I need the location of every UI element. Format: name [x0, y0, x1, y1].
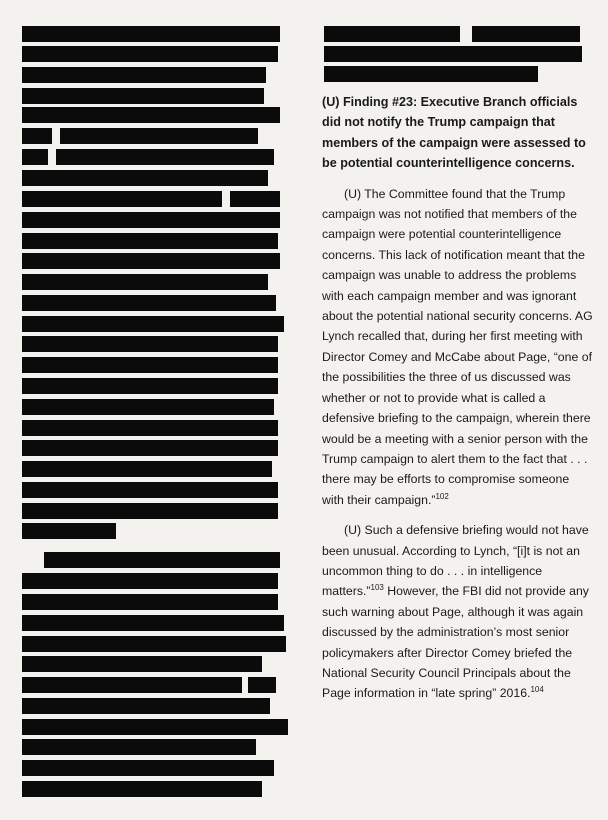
redaction-bar: [324, 26, 460, 42]
redaction-bar: [22, 107, 280, 123]
right-column: [322, 0, 594, 820]
redaction-bar: [22, 523, 116, 539]
redaction-bar: [22, 253, 280, 269]
paragraph-1-text: The Committee found that the Trump campaign was not notified that members of the campaign were potential counterintelligence concerns. This lack of notification meant that the campaign was unable to address the problems with each campaign member and was ignorant about the potential national security concerns. AG Lynch recalled that, during her first meeting with Director Comey and McCabe about Page, “one of the possibilities the three of us discussed was whether or not to provide what is called a defensive briefing to the campaign, wherein there would be a meeting with a senior person with the Trump campaign to alert them to the fact that . . . there may be efforts to compromise someone with their campaign.”: [322, 186, 593, 507]
redaction-bar: [22, 357, 278, 373]
redaction-bar: [22, 274, 268, 290]
classification-marker: (U): [344, 523, 362, 538]
redaction-bar: [324, 46, 582, 62]
redaction-bar: [22, 656, 262, 672]
redaction-bar: [22, 503, 278, 519]
redaction-bar: [22, 88, 264, 104]
redaction-bar: [22, 378, 278, 394]
redaction-bar: [22, 212, 280, 228]
paragraph-2: [322, 520, 594, 704]
redaction-bar: [22, 440, 278, 456]
redaction-bar: [22, 719, 288, 735]
redaction-bar: [22, 128, 52, 144]
redaction-bar: [22, 233, 278, 249]
paragraph-2-text-b: However, the FBI did not provide any such warning about Page, although it was again discussed by the administration’s most senior policymakers after Director Comey briefed the National Security Council Principals about the Page information in “late spring” 2016.: [322, 584, 589, 701]
redaction-bar: [22, 482, 278, 498]
redaction-bar: [22, 399, 274, 415]
redaction-bar: [22, 698, 270, 714]
redacted-left-column: [0, 0, 300, 820]
redaction-bar: [22, 420, 278, 436]
redaction-bar: [472, 26, 580, 42]
footnote-ref: 102: [435, 491, 449, 501]
paragraph-2-text-a: Such a defensive briefing would not have been unusual. According to Lynch, “[i]t is not an uncommon thing to do . . . in intelligence matters.”: [322, 523, 589, 599]
redaction-bar: [22, 170, 268, 186]
redaction-bar: [22, 316, 284, 332]
classification-marker: (U): [322, 95, 340, 109]
redaction-bar: [22, 149, 48, 165]
redaction-bar: [230, 191, 280, 207]
redaction-bar: [22, 739, 256, 755]
redaction-bar: [22, 594, 278, 610]
redaction-bar: [56, 149, 274, 165]
redaction-bar: [22, 573, 278, 589]
redaction-bar: [60, 128, 258, 144]
finding-heading: [322, 92, 594, 174]
redaction-bar: [22, 336, 278, 352]
redaction-bar: [22, 26, 280, 42]
redaction-bar: [22, 677, 242, 693]
redaction-bar: [22, 67, 266, 83]
redaction-bar: [22, 46, 278, 62]
redaction-bar: [324, 66, 538, 82]
footnote-ref: 103: [370, 583, 384, 593]
paragraph-1: [322, 184, 594, 511]
redaction-bar: [22, 760, 274, 776]
redaction-bar: [22, 781, 262, 797]
redaction-bar: [22, 191, 222, 207]
finding-text: Finding #23: Executive Branch officials did not notify the Trump campaign that members of the campaign were assessed to be potential counterintelligence concerns.: [322, 95, 586, 171]
redaction-bar: [22, 615, 284, 631]
text-body: [322, 92, 594, 714]
redaction-bar: [22, 461, 272, 477]
classification-marker: (U): [344, 186, 362, 201]
redaction-bar: [22, 295, 276, 311]
redaction-bar: [22, 636, 286, 652]
redaction-bar: [44, 552, 280, 568]
redaction-bar: [248, 677, 276, 693]
footnote-ref: 104: [530, 685, 544, 695]
